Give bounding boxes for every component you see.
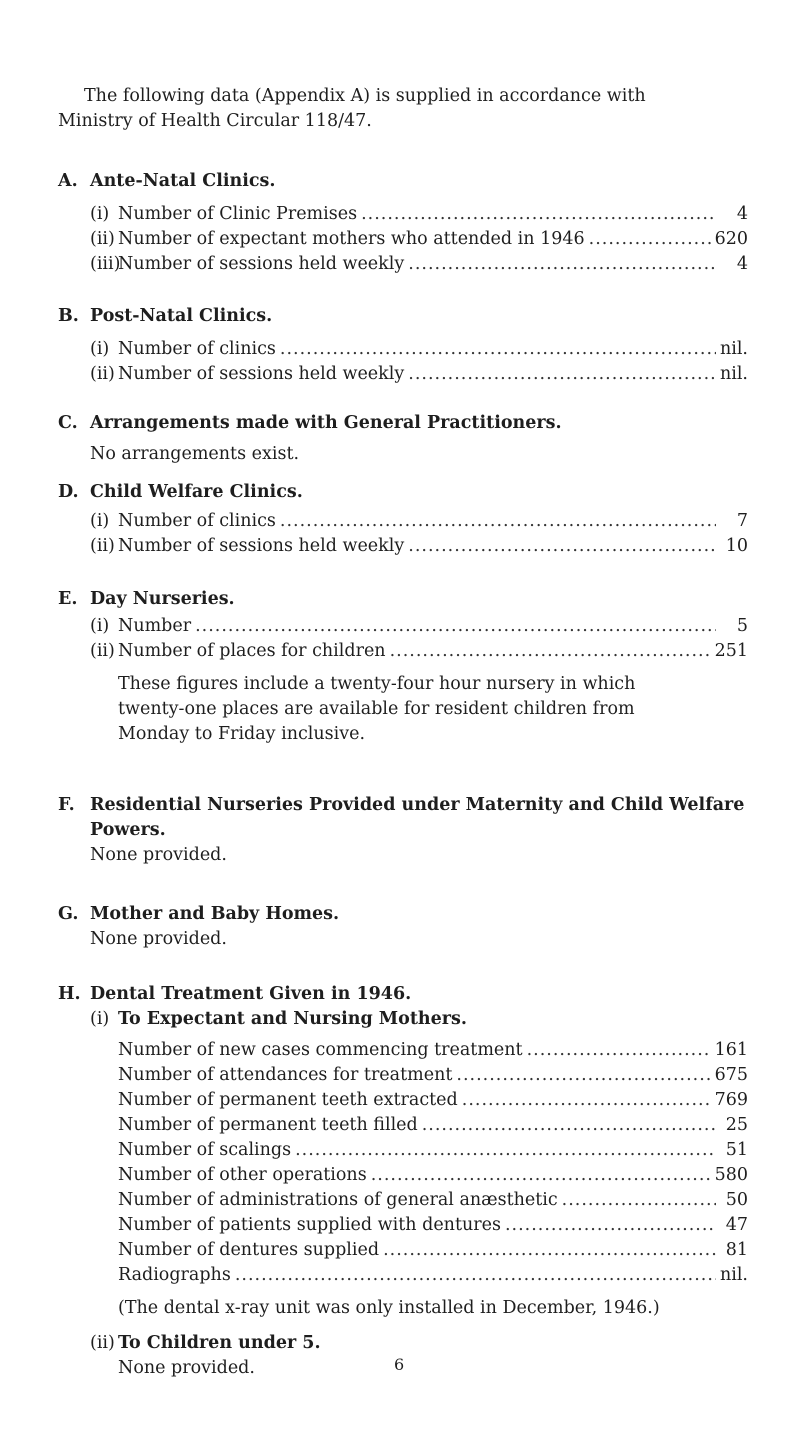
section-b — [58, 304, 748, 387]
item-label: Number — [118, 616, 192, 636]
section-title: Post-Natal Clinics. — [90, 306, 273, 326]
list-item — [118, 1113, 748, 1138]
list-item — [118, 1163, 748, 1188]
section-a — [58, 169, 748, 277]
item-value: nil. — [719, 1265, 748, 1285]
list-item — [118, 1188, 748, 1213]
leader-dots — [383, 1238, 716, 1263]
leader-dots — [589, 227, 711, 252]
item-label: Number of attendances for treatment — [118, 1065, 453, 1085]
section-letter: C. — [58, 413, 78, 433]
list-item — [90, 614, 748, 639]
leader-dots — [462, 1088, 711, 1113]
item-label: Number of administrations of general anæsthetic — [118, 1190, 558, 1210]
section-letter: E. — [58, 589, 78, 609]
item-number: (ii) — [90, 641, 115, 661]
list-item — [90, 509, 748, 534]
leader-dots — [505, 1213, 716, 1238]
intro-paragraph — [58, 84, 748, 134]
item-value: 81 — [725, 1240, 748, 1260]
item-label: Number of patients supplied with dentures — [118, 1215, 501, 1235]
item-label: Number of permanent teeth filled — [118, 1115, 418, 1135]
subsection-heading — [90, 1331, 748, 1356]
section-letter: B. — [58, 306, 79, 326]
item-label: Number of permanent teeth extracted — [118, 1090, 458, 1110]
list-item — [118, 1213, 748, 1238]
subsection-title: To Expectant and Nursing Mothers. — [118, 1009, 467, 1029]
leader-dots — [408, 362, 716, 387]
item-value: 51 — [725, 1140, 748, 1160]
list-item — [90, 639, 748, 664]
subsection-title: To Children under 5. — [118, 1333, 321, 1353]
page-number: 6 — [394, 1355, 405, 1374]
list-item — [90, 227, 748, 252]
section-d — [58, 480, 748, 559]
leader-dots — [456, 1063, 710, 1088]
leader-dots — [527, 1038, 711, 1063]
section-title: Dental Treatment Given in 1946. — [90, 984, 412, 1004]
leader-dots — [422, 1113, 716, 1138]
section-text: None provided. — [90, 845, 227, 865]
list-item — [118, 1063, 748, 1088]
section-title: Ante-Natal Clinics. — [90, 171, 276, 191]
item-number: (i) — [90, 511, 110, 531]
item-value: 769 — [714, 1090, 748, 1110]
subsection-heading — [90, 1007, 748, 1032]
item-label: Number of clinics — [118, 339, 276, 359]
note-line: Monday to Friday inclusive. — [118, 724, 366, 744]
intro-line-2: Ministry of Health Circular 118/47. — [58, 111, 372, 131]
item-label: Number of Clinic Premises — [118, 204, 358, 224]
list-item — [118, 1238, 748, 1263]
list-item — [118, 1088, 748, 1113]
item-number: (iii) — [90, 254, 121, 274]
section-e — [58, 587, 748, 747]
item-label: Number of sessions held weekly — [118, 254, 405, 274]
section-title-continued: Powers. — [90, 820, 166, 840]
item-number: (i) — [90, 1009, 110, 1029]
leader-dots — [408, 534, 716, 559]
item-label: Number of sessions held weekly — [118, 364, 405, 384]
section-letter: F. — [58, 795, 75, 815]
item-value: 675 — [714, 1065, 748, 1085]
item-number: (i) — [90, 616, 110, 636]
item-number: (ii) — [90, 229, 115, 249]
item-label: Number of expectant mothers who attended in 1946 — [118, 229, 585, 249]
intro-line-1: The following data (Appendix A) is supplied in accordance with — [84, 86, 646, 106]
item-value: 620 — [714, 229, 748, 249]
item-label: Number of clinics — [118, 511, 276, 531]
item-value: 251 — [714, 641, 748, 661]
item-value: 161 — [714, 1040, 748, 1060]
section-letter: H. — [58, 984, 81, 1004]
section-g — [58, 902, 748, 952]
item-label: Number of other operations — [118, 1165, 367, 1185]
section-f — [58, 793, 748, 868]
item-value: 47 — [725, 1215, 748, 1235]
leader-dots — [280, 337, 716, 362]
item-number: (ii) — [90, 536, 115, 556]
section-note — [90, 672, 748, 747]
section-letter: D. — [58, 482, 79, 502]
dental-note: (The dental x-ray unit was only installed in December, 1946.) — [118, 1298, 660, 1318]
section-text: None provided. — [118, 1358, 255, 1378]
item-label: Number of dentures supplied — [118, 1240, 380, 1260]
section-text: None provided. — [90, 929, 227, 949]
leader-dots — [235, 1263, 716, 1288]
item-value: 4 — [736, 204, 748, 224]
item-value: 5 — [736, 616, 748, 636]
section-c — [58, 411, 748, 467]
section-title: Mother and Baby Homes. — [90, 904, 340, 924]
list-item — [118, 1138, 748, 1163]
list-item — [90, 362, 748, 387]
item-value: nil. — [719, 339, 748, 359]
section-title: Arrangements made with General Practitioners. — [90, 413, 562, 433]
leader-dots — [371, 1163, 711, 1188]
section-title: Day Nurseries. — [90, 589, 235, 609]
item-label: Number of sessions held weekly — [118, 536, 405, 556]
section-title: Child Welfare Clinics. — [90, 482, 303, 502]
list-item — [90, 252, 748, 277]
item-value: 25 — [725, 1115, 748, 1135]
section-text: No arrangements exist. — [90, 444, 300, 464]
list-item — [90, 337, 748, 362]
section-letter: G. — [58, 904, 79, 924]
item-number: (ii) — [90, 364, 115, 384]
item-label: Number of scalings — [118, 1140, 292, 1160]
leader-dots — [408, 252, 716, 277]
leader-dots — [295, 1138, 716, 1163]
list-item — [118, 1038, 748, 1063]
item-number: (i) — [90, 339, 110, 359]
list-item — [118, 1263, 748, 1288]
list-item — [90, 534, 748, 559]
leader-dots — [361, 202, 716, 227]
note-line: twenty-one places are available for resident children from — [118, 699, 635, 719]
item-value: nil. — [719, 364, 748, 384]
item-label: Number of places for children — [118, 641, 386, 661]
item-value: 50 — [725, 1190, 748, 1210]
dental-stats-list — [90, 1038, 748, 1321]
leader-dots — [562, 1188, 716, 1213]
section-letter: A. — [58, 171, 78, 191]
item-number: (i) — [90, 204, 110, 224]
leader-dots — [195, 614, 716, 639]
section-h — [58, 982, 748, 1381]
leader-dots — [390, 639, 711, 664]
section-title: Residential Nurseries Provided under Maternity and Child Welfare — [90, 795, 745, 815]
note-line: These figures include a twenty-four hour nursery in which — [118, 674, 636, 694]
item-number: (ii) — [90, 1333, 115, 1353]
item-label: Radiographs — [118, 1265, 231, 1285]
item-value: 580 — [714, 1165, 748, 1185]
leader-dots — [280, 509, 716, 534]
item-value: 4 — [736, 254, 748, 274]
item-value: 7 — [736, 511, 748, 531]
list-item — [90, 202, 748, 227]
item-value: 10 — [725, 536, 748, 556]
item-label: Number of new cases commencing treatment — [118, 1040, 523, 1060]
